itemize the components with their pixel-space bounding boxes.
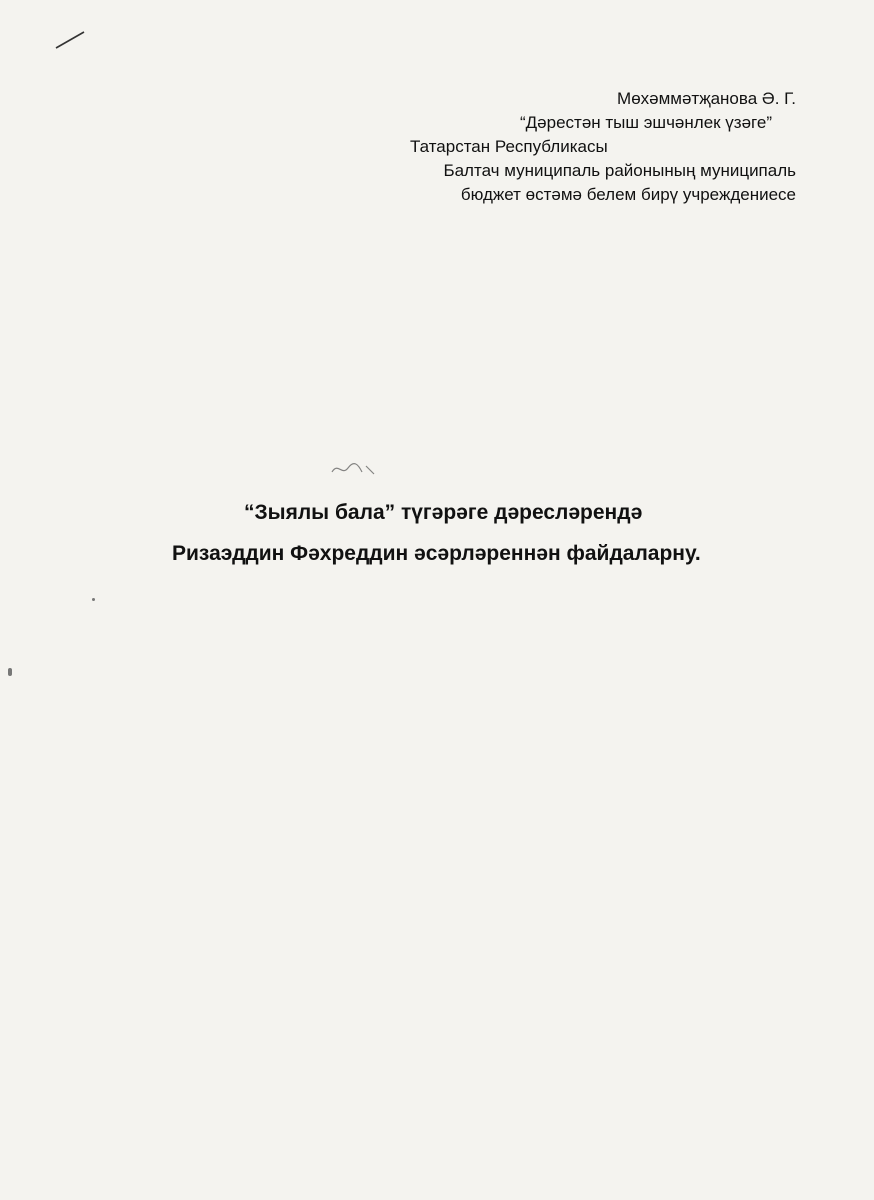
district-name: Балтач муниципаль районының муниципаль: [443, 161, 796, 180]
document-header: [276, 87, 796, 207]
republic-name: Татарстан Республикасы: [410, 137, 608, 156]
program-name: “Дәрестән тыш эшчәнлек үзәге”: [520, 113, 772, 132]
author-name: Мөхәммәтҗанова Ә. Г.: [617, 89, 796, 108]
handwritten-scribble-icon: [330, 458, 380, 480]
paper-speck: [92, 598, 95, 601]
paper-speck: [8, 668, 12, 676]
document-title: [150, 492, 790, 574]
title-line-1: “Зыялы бала” түгәрәге дәресләрендә: [244, 501, 643, 524]
school-name: бюджет өстәмә белем бирү учреждениесе: [460, 185, 796, 204]
pen-stroke-icon: [55, 30, 85, 50]
title-line-2: Ризаэддин Фәхреддин әсәрләреннән файдаларну.: [172, 542, 701, 565]
